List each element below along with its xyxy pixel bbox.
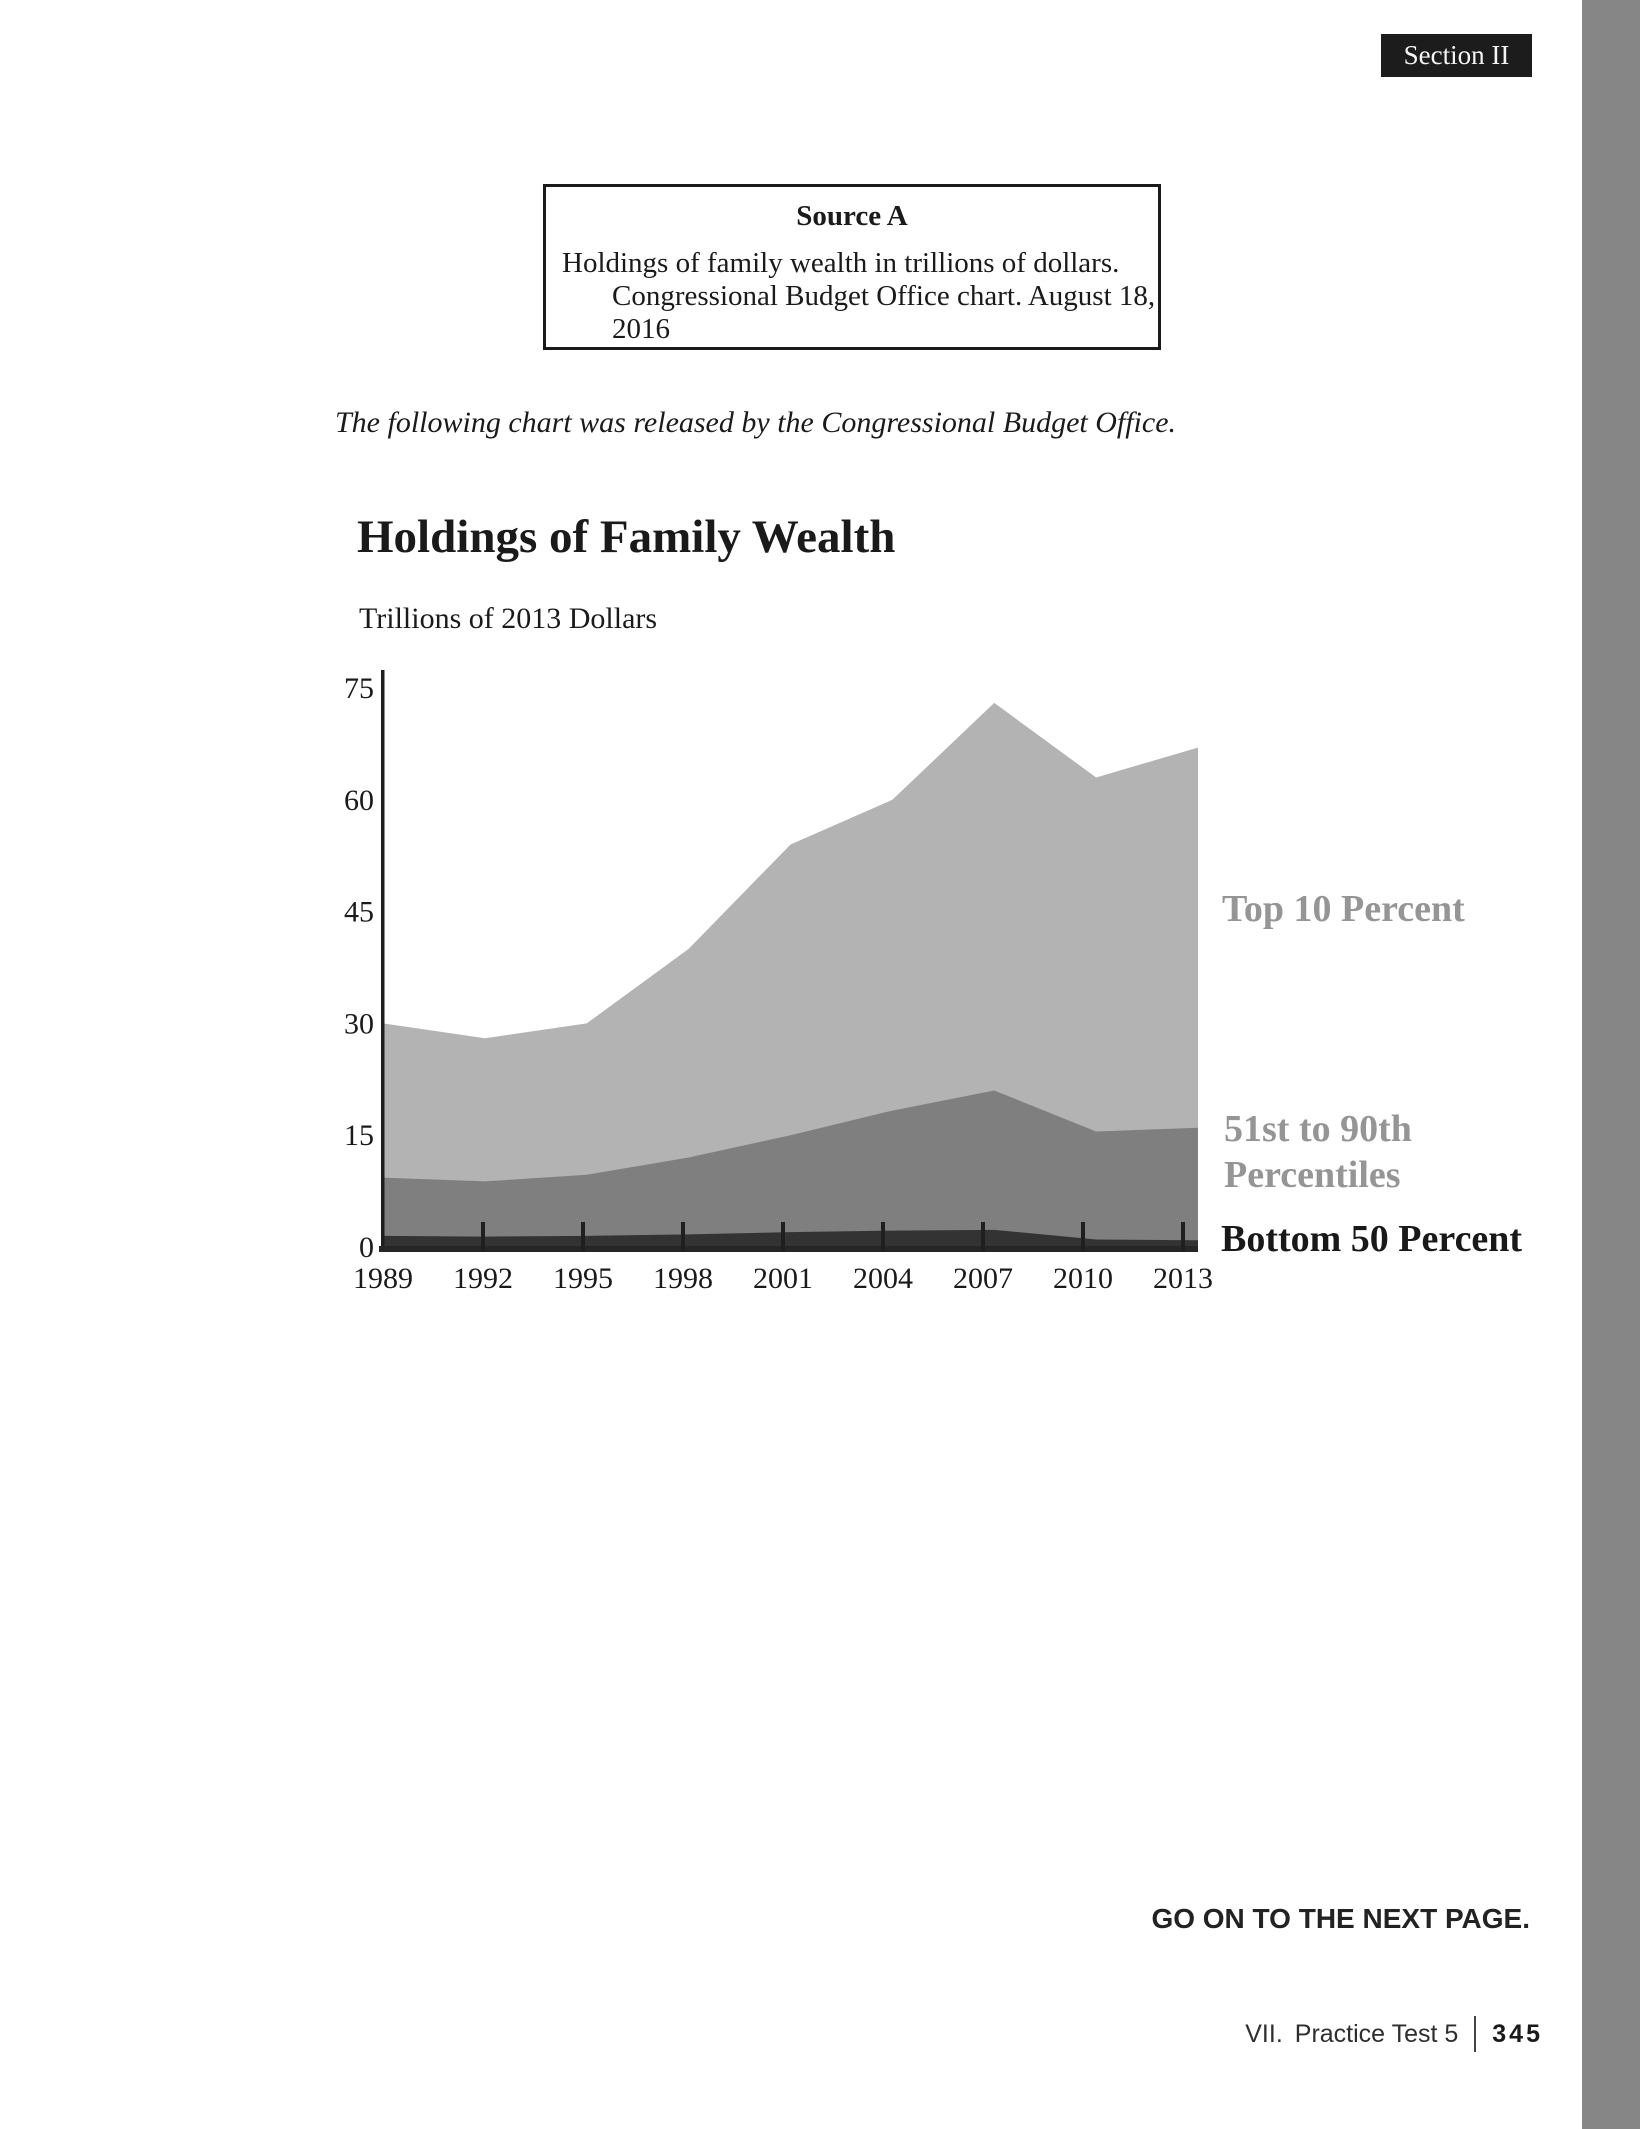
- legend-bottom-50-percent: Bottom 50 Percent: [1221, 1218, 1523, 1260]
- y-tick-label: 60: [344, 783, 374, 817]
- source-line-1: Holdings of family wealth in trillions of dollars.: [562, 247, 1120, 279]
- intro-text: The following chart was released by the Congressional Budget Office.: [335, 406, 1177, 439]
- x-tick-label: 2001: [753, 1262, 813, 1295]
- x-tick-mark: [1181, 1222, 1185, 1252]
- x-tick-label: 2007: [953, 1262, 1013, 1295]
- chart-subtitle: Trillions of 2013 Dollars: [359, 602, 658, 635]
- x-tick-mark: [1081, 1222, 1085, 1252]
- legend-top-10-percent: Top 10 Percent: [1222, 888, 1465, 930]
- source-line-3: 2016: [612, 313, 670, 345]
- section-badge: Section II: [1381, 34, 1532, 77]
- x-tick-label: 1998: [653, 1262, 713, 1295]
- x-tick-mark: [581, 1222, 585, 1252]
- x-tick-label: 2010: [1053, 1262, 1113, 1295]
- y-tick-label: 15: [344, 1119, 374, 1153]
- footer-page-number: 345: [1492, 2019, 1543, 2048]
- y-axis-line: [381, 670, 385, 1252]
- y-tick-label: 0: [359, 1231, 374, 1264]
- x-tick-label: 1989: [353, 1262, 413, 1295]
- footer-test-label: Practice Test 5: [1294, 2019, 1459, 2048]
- legend-51st-line1: 51st to 90th: [1224, 1108, 1412, 1150]
- footer-divider: [1474, 2016, 1476, 2052]
- x-tick-label: 1992: [453, 1262, 513, 1295]
- x-tick-mark: [481, 1222, 485, 1252]
- y-tick-label: 30: [344, 1007, 374, 1041]
- x-tick-label: 1995: [553, 1262, 613, 1295]
- footer-section-number: VII.: [1245, 2019, 1283, 2048]
- legend-51st-to-90th: [1224, 1106, 1412, 1198]
- y-tick-label: 75: [344, 672, 374, 705]
- source-line-2: Congressional Budget Office chart. August 18,: [612, 280, 1156, 312]
- go-on-instruction: GO ON TO THE NEXT PAGE.: [1151, 1903, 1530, 1934]
- page-footer: [1245, 2016, 1543, 2052]
- x-tick-mark: [881, 1222, 885, 1252]
- chart-title: Holdings of Family Wealth: [357, 511, 896, 563]
- x-tick-label: 2004: [853, 1262, 913, 1295]
- legend-51st-line2: Percentiles: [1224, 1154, 1401, 1196]
- x-tick-mark: [681, 1222, 685, 1252]
- source-title: Source A: [796, 200, 908, 232]
- y-tick-label: 45: [344, 895, 374, 929]
- x-axis-line: [379, 1246, 1198, 1252]
- x-tick-mark: [981, 1222, 985, 1252]
- x-tick-mark: [781, 1222, 785, 1252]
- x-tick-label: 2013: [1153, 1262, 1213, 1295]
